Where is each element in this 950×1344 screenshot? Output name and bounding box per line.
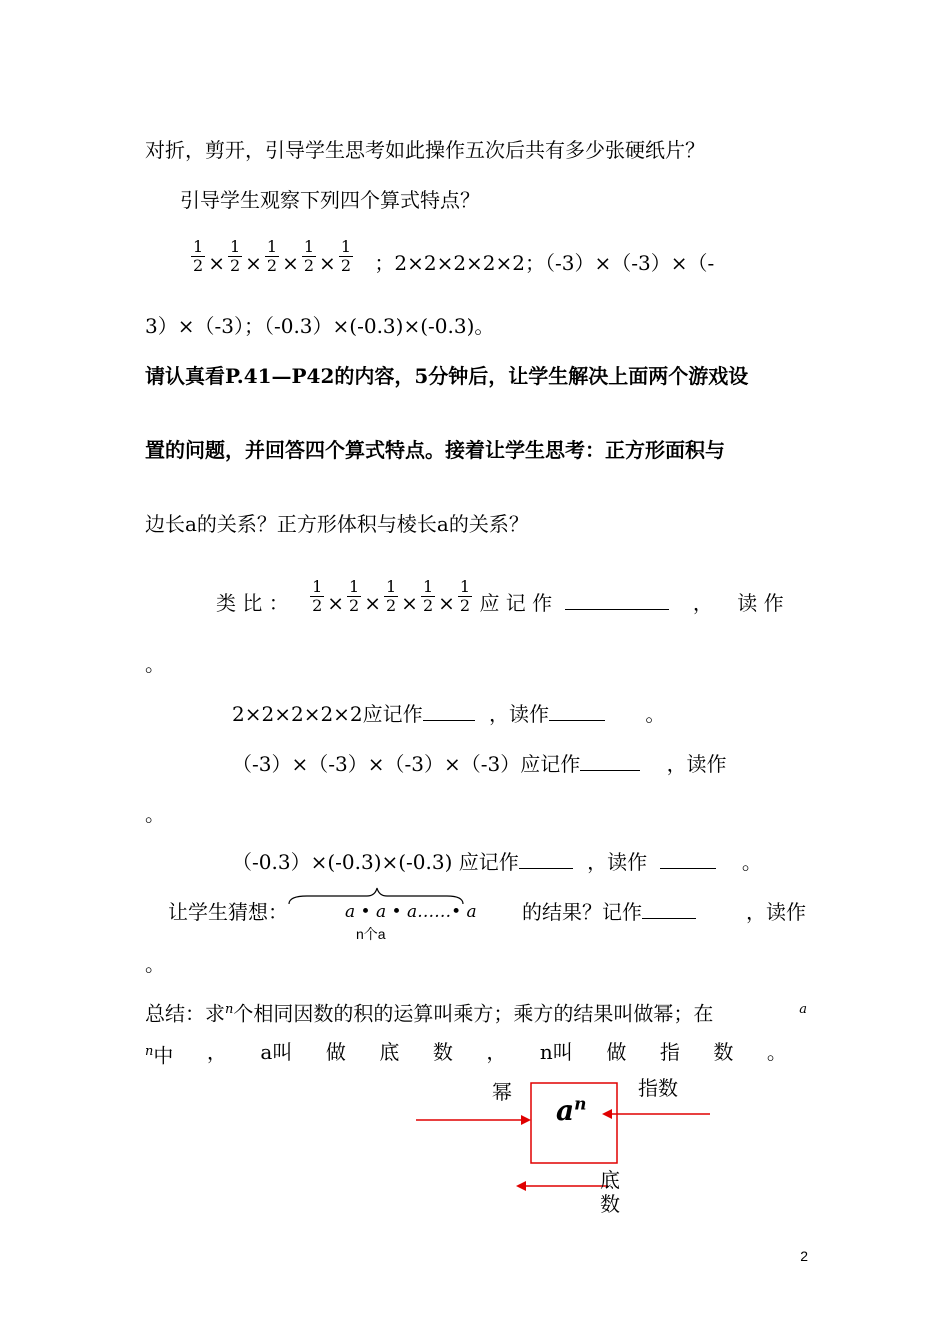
page-number: 2 (800, 1248, 808, 1264)
write-as-label: 应 记 作 (479, 591, 553, 615)
fraction: $\frac{1}{2}$ (422, 577, 434, 615)
text-line-4: 3）×（-3）；（-0.3）×(-0.3)×(-0.3)。 (145, 314, 495, 338)
answer-blank[interactable] (423, 700, 475, 721)
answer-blank[interactable] (565, 589, 669, 610)
analogy-label: 类 比 ： (216, 591, 289, 615)
answer-blank[interactable] (519, 848, 573, 869)
power-label: 幂 (492, 1080, 512, 1104)
text-line-10: （-3）×（-3）×（-3）×（-3）应记作 ，读作 (232, 752, 727, 776)
comma: ， (692, 591, 713, 615)
instruction-line-2: 置的问题，并回答四个算式特点。接着让学生思考：正方形面积与 (145, 438, 725, 462)
expression-line-1: $\frac{1}{2}$ × $\frac{1}{2}$ × $\frac{1}{2}$ × $\frac{1}{2}$ × $\frac{1}{2}$ ；2×2×2×2×2；（-3）×（-3）×（- (193, 237, 715, 275)
text-line-12: 的结果？记作 ，读作 (522, 900, 806, 924)
period-mark: 。 (145, 802, 165, 826)
period-mark: 。 (145, 952, 165, 976)
fraction: $\frac{1}{2}$ (303, 237, 315, 275)
brace-label: n个a (356, 926, 386, 942)
exponent-label: 指数 (638, 1076, 678, 1100)
text-line-9: 2×2×2×2×2应记作 ，读作 。 (232, 702, 666, 726)
summary-line-2: $^n$中 ， a叫 做 底 数 ， n叫 做 指 数 。 (145, 1040, 787, 1068)
power-expression: $a^n$ (556, 1094, 587, 1127)
answer-blank[interactable] (642, 898, 696, 919)
period-mark: 。 (145, 652, 165, 676)
text-line-1: 对折，剪开，引导学生思考如此操作五次后共有多少张硬纸片？ (145, 138, 705, 162)
fraction: $\frac{1}{2}$ (266, 237, 278, 275)
fraction: $\frac{1}{2}$ (349, 577, 360, 615)
fraction: $\frac{1}{2}$ (340, 237, 351, 275)
fraction: $\frac{1}{2}$ (229, 237, 241, 275)
guess-label: 让学生猜想： (168, 900, 288, 924)
product-expression: a • a • a……• a (345, 902, 477, 922)
base-label: 底 数 (600, 1168, 620, 1216)
text-line-7: 边长a的关系？正方形体积与棱长a的关系？ (145, 512, 529, 536)
instruction-line-1: 请认真看P.41—P42的内容，5分钟后，让学生解决上面两个游戏设 (145, 364, 749, 388)
expression-rest: ；2×2×2×2×2；（-3）×（-3）×（- (374, 251, 715, 275)
fraction: $\frac{1}{2}$ (312, 577, 323, 615)
text-line-2: 引导学生观察下列四个算式特点？ (180, 188, 480, 212)
fraction: $\frac{1}{2}$ (385, 577, 397, 615)
read-as-label: 读 作 (737, 591, 784, 615)
fraction: $\frac{1}{2}$ (459, 577, 471, 615)
text-line-11: （-0.3）×(-0.3)×(-0.3) 应记作 ，读作 。 (232, 850, 762, 874)
answer-blank[interactable] (549, 700, 605, 721)
fraction: $\frac{1}{2}$ (193, 237, 204, 275)
analogy-line: 类 比 ： $\frac{1}{2}$ × $\frac{1}{2}$ × $\frac{1}{2}$ × $\frac{1}{2}$ × $\frac{1}{2}$ 应 记 作 ， 读 作 (216, 577, 784, 615)
answer-blank[interactable] (580, 750, 640, 771)
summary-line-1: 总结：求$^n$个相同因数的积的运算叫乘方；乘方的结果叫做幂；在 a (145, 1001, 807, 1026)
answer-blank[interactable] (660, 848, 716, 869)
